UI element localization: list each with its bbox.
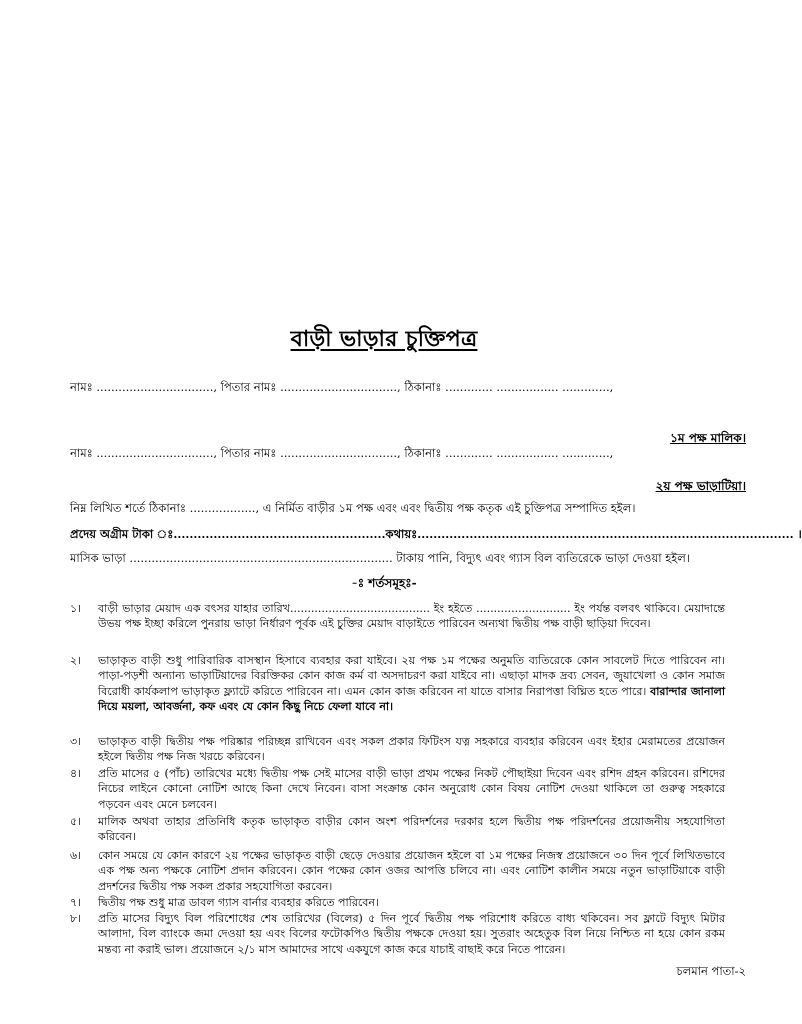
clause-7 [70, 895, 725, 910]
clause-5 [70, 814, 725, 845]
clause-text: বাড়ী ভাড়ার মেয়াদ এক বৎসর যাহার তারিখ........................................ ইং হইতে ........................... ইং পর্যন্ত বলবৎ থাকিবে। মেয়াদান্তে উভয় পক্ষ ইচ্ছা করিলে পুনরায় ভাড়া নির্ধারণ পূর্বক এই চুক্তির মেয়াদ বাড়াইতে পারিবেন অন্যথা দ্বিতীয় পক্ষ বাড়ী ছাড়িয়া দিবেন। [98, 602, 725, 631]
advance-amount-line: প্রদেয় অগ্রীম টাকা ঃ.....................................................কথায়ঃ.............................................................................................. । [70, 527, 802, 541]
clause-bold-warning: বারান্দার জানালা দিয়ে ময়লা, আবর্জনা, কফ এবং যে কোন কিছু নিচে ফেলা যাবে না। [98, 684, 726, 714]
clause-text: ভাড়াকৃত বাড়ী দ্বিতীয় পক্ষ পরিষ্কার পরিচ্ছন্ন রাখিবেন এবং সকল প্রকার ফিটিংস যত্ন সহকারে ব্যবহার করিবেন এবং ইহার মেরামতের প্রয়োজন হইলে দ্বিতীয় পক্ষ নিজ খরচে করিবেন। [98, 735, 725, 764]
intro-line: নিম্ন লিখিত শর্তে ঠিকানাঃ .................., এ নির্মিত বাড়ীর ১ম পক্ষ এবং এবং দ্বিতীয় পক্ষ কতৃক এই চুক্তিপত্র সম্পাদিত হইল। [70, 501, 636, 515]
party2-label: ২য় পক্ষ ভাড়াটিয়া। [655, 479, 746, 493]
clause-text: কোন সময়ে যে কোন কারণে ২য় পক্ষের ভাড়াকৃত বাড়ী ছেড়ে দেওয়ার প্রয়োজন হইলে বা ১ম পক্ষের নিজস্ব প্রয়োজনে ৩০ দিন পূর্বে লিখিতভাবে এক পক্ষ অন্য পক্ষকে নোটিশ প্রদান করিবেন। কোন পক্ষের কোন ওজর আপত্তি চলিবে না। এবং নোটিশ কালীন সময়ে নতুন ভাড়াটিয়াকে বাড়ী প্রদর্শনের দ্বিতীয় পক্ষ সকল প্রকার সহযোগিতা করবেন। [98, 849, 725, 893]
clause-number: ৬। [70, 849, 82, 862]
clause-text: প্রতি মাসের ৫ (পাঁচ) তারিখের মধ্যে দ্বিতীয় পক্ষ সেই মাসের বাড়ী ভাড়া প্রথম পক্ষের নিকট পৌছাইয়া দিবেন এবং রশিদ গ্রহন করিবেন। রশিদের নিচের লাইনে কোনো নোটিশ আছে কিনা দেখে নিবেন। বাসা সংক্রান্ত কোন অনুরোধ কোন বিষয় নোটিশ দেওয়া থাকিলে তা গুরুত্ব সহকারে পড়বেন এবং মেনে চলবেন। [98, 767, 725, 811]
party2-details-line: নামঃ ................................, পিতার নামঃ ................................, ঠিকানাঃ ............. ................. ............., [70, 446, 614, 460]
clause-3 [70, 734, 725, 765]
clause-text: মালিক অথবা তাহার প্রতিনিধি কতৃক ভাড়াকৃত বাড়ীর কোন অংশ পরিদর্শনের দরকার হলে দ্বিতীয় পক্ষ পরিদর্শনের প্রয়োজনীয় সহযোগিতা করিবেন। [98, 815, 725, 844]
clause-number: ২। [70, 654, 82, 667]
clause-6 [70, 848, 725, 894]
clause-number: ১। [70, 602, 82, 615]
continuation-footer: চলমান পাতা-২ [676, 964, 746, 978]
clause-number: ৭। [70, 896, 82, 909]
clause-number: ৫। [70, 815, 82, 828]
clause-number: ৪। [70, 767, 82, 780]
monthly-rent-line: মাসিক ভাড়া ........................................................................ টাকায় পানি, বিদ্যুৎ এবং গ্যাস বিল ব্যতিরেকে ভাড়া দেওয়া হইল। [70, 551, 690, 565]
clause-8 [70, 911, 725, 957]
clause-text: দ্বিতীয় পক্ষ শুধু মাত্র ডাবল গ্যাস বার্নার ব্যবহার করিতে পারিবেন। [98, 896, 379, 909]
clause-number: ৮। [70, 912, 82, 925]
clause-4 [70, 766, 725, 812]
clause-text: প্রতি মাসের বিদ্যুৎ বিল পরিশোধের শেষ তারিখের (বিলের) ৫ দিন পূর্বে দ্বিতীয় পক্ষ পরিশোধ করিতে বাধ্য থকিবেন। সব ফ্লাটে বিদ্যুৎ মিটার আলাদা, বিল ব্যাংকে জমা দেওয়া হয় এবং বিলের ফটোকপিও দ্বিতীয় পক্ষকে দেওয়া হয়। সুতরাং অহেতুক বিল নিয়ে নিশ্চিত না হয়ে কোন রকম মন্তব্য না করাই ভাল। প্রয়োজনে ২/১ মাস আমাদের সাথে একযুগে কাজ করে যাচাই বাছাই করে নিতে পারেন। [98, 912, 725, 956]
document-title: বাড়ী ভাড়ার চুক্তিপত্র [290, 326, 478, 352]
clause-2 [70, 653, 725, 715]
conditions-heading: -ঃ শর্তসমূহঃ- [351, 576, 417, 590]
clause-1 [70, 601, 725, 632]
party1-details-line: নামঃ ................................, পিতার নামঃ ................................, ঠিকানাঃ ............. ................. ............., [70, 380, 614, 394]
party1-label: ১ম পক্ষ মালিক। [670, 431, 746, 445]
clause-text: ভাড়াকৃত বাড়ী শুধু পারিবারিক বাসস্থান হিসাবে ব্যবহার করা যাইবে। ২য় পক্ষ ১ম পক্ষের অনুমতি ব্যতিরেকে কোন সাবলেট দিতে পারিবেন না। পাড়া-পড়শী অন্যান্য ভাড়াটিয়াদের বিরক্তিকর কোন কাজ কর্ম বা অসদাচরণ করা যাইবে না। এছাড়া মাদক দ্রব্য সেবন, জুয়াখেলা ও কোন সমাজ বিরোধী কার্যকলাপ ভাড়াকৃত ফ্ল্যাটে করিতে পারিবেন না। এমন কোন কাজ করিবেন না যাতে বাসার নিরাপত্তা বিঘ্নিত হতে পারে। [98, 654, 725, 698]
clause-number: ৩। [70, 735, 82, 748]
